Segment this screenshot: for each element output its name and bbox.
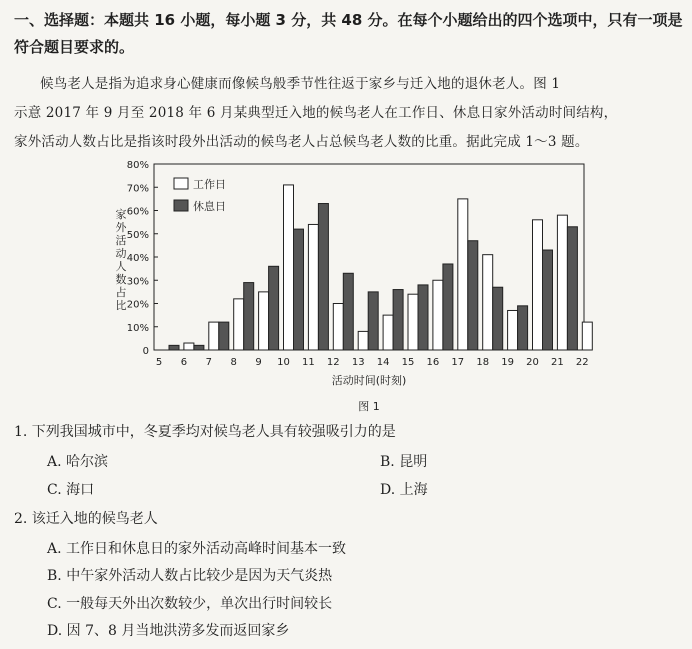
question-1-option-b: B. 昆明 (380, 454, 428, 470)
bar-workday (383, 315, 393, 350)
x-tick-label: 13 (351, 357, 365, 368)
bar-restday (493, 287, 503, 350)
bar-workday (557, 215, 567, 350)
x-axis-label: 活动时间(时刻) (331, 374, 407, 387)
bar-restday (343, 273, 353, 350)
y-tick-label: 70% (126, 183, 149, 195)
question-2-option-d: D. 因 7、8 月当地洪涝多发而返回家乡 (47, 623, 290, 639)
legend-label: 休息日 (193, 200, 226, 213)
y-axis-label-char: 动 (115, 247, 127, 260)
bar-restday (518, 306, 528, 350)
y-axis-label-char: 占 (115, 286, 127, 299)
bar-restday (219, 322, 229, 350)
question-1-option-c: C. 海口 (47, 482, 95, 498)
x-tick-label: 11 (302, 357, 315, 368)
question-1-option-d: D. 上海 (380, 482, 428, 498)
x-tick-label: 9 (255, 357, 262, 368)
question-2-option-b: B. 中午家外活动人数占比较少是因为天气炎热 (47, 568, 333, 584)
bar-restday (393, 290, 403, 350)
bar-restday (543, 250, 553, 350)
x-tick-label: 22 (575, 357, 589, 368)
x-tick-label: 19 (501, 357, 514, 368)
legend-swatch (174, 200, 188, 211)
x-tick-label: 15 (401, 357, 415, 368)
bar-workday (582, 322, 592, 350)
y-axis-label-char: 活 (115, 234, 127, 247)
bar-workday (533, 220, 543, 350)
y-tick-label: 60% (126, 206, 149, 218)
y-tick-label: 40% (126, 253, 149, 264)
y-axis-label-char: 数 (115, 273, 127, 286)
y-tick-label: 0 (142, 346, 149, 357)
legend-label: 工作日 (193, 178, 226, 191)
passage-line-3: 家外活动人数占比是指该时段外出活动的候鸟老人占总候鸟老人数的比重。据此完成 1～3 题。 (14, 134, 589, 150)
y-tick-label: 20% (126, 299, 149, 311)
bar-workday (433, 280, 443, 350)
y-tick-label: 10% (126, 322, 149, 334)
x-tick-label: 18 (476, 357, 490, 368)
passage-line-1: 候鸟老人是指为追求身心健康而像候鸟般季节性往返于家乡与迁入地的退休老人。图 1 (40, 76, 561, 92)
x-tick-label: 5 (155, 357, 163, 368)
bar-workday (483, 255, 493, 350)
section-header-cont: 符合题目要求的。 (14, 38, 135, 56)
bar-workday (333, 304, 343, 351)
bar-restday (468, 241, 478, 350)
y-tick-label: 50% (126, 229, 149, 241)
legend-swatch (174, 178, 188, 189)
bar-restday (294, 229, 304, 350)
bar-workday (284, 185, 294, 350)
bar-workday (358, 331, 368, 350)
x-tick-label: 21 (551, 357, 564, 368)
y-axis-label-char: 外 (115, 221, 127, 234)
question-2-stem: 2. 该迁入地的候鸟老人 (14, 511, 158, 527)
section-header: 一、选择题：本题共 16 小题，每小题 3 分，共 48 分。在每个小题给出的四个选项中，只有一项是 (14, 11, 683, 29)
x-tick-label: 16 (426, 357, 440, 368)
bar-workday (184, 343, 194, 350)
figure-caption: 图 1 (358, 400, 380, 413)
x-tick-label: 14 (376, 357, 390, 368)
bar-restday (443, 264, 453, 350)
x-tick-label: 12 (326, 357, 340, 368)
y-axis-label-char: 人 (115, 260, 127, 273)
bar-workday (259, 292, 269, 350)
x-tick-label: 8 (230, 357, 237, 368)
bar-restday (368, 292, 378, 350)
y-tick-label: 80% (126, 160, 149, 171)
bar-restday (418, 285, 428, 350)
passage-line-2: 示意 2017 年 9 月至 2018 年 6 月某典型迁入地的候鸟老人在工作日、休息日家外活动时间结构， (14, 105, 618, 121)
x-tick-label: 10 (277, 357, 290, 368)
x-tick-label: 6 (180, 357, 188, 368)
bar-restday (169, 345, 179, 350)
question-1-option-a: A. 哈尔滨 (47, 454, 109, 470)
question-1-stem: 1. 下列我国城市中，冬夏季均对候鸟老人具有较强吸引力的是 (14, 424, 396, 440)
bar-restday (269, 266, 279, 350)
bar-workday (234, 299, 244, 350)
bar-restday (318, 204, 328, 350)
question-2-option-a: A. 工作日和休息日的家外活动高峰时间基本一致 (47, 541, 347, 557)
bar-workday (209, 322, 219, 350)
bar-workday (408, 294, 418, 350)
bar-workday (458, 199, 468, 350)
x-tick-label: 7 (205, 357, 212, 368)
x-tick-label: 17 (451, 357, 465, 368)
y-axis-label-char: 比 (115, 299, 127, 312)
x-tick-label: 20 (526, 357, 539, 368)
y-tick-label: 30% (126, 276, 149, 288)
bar-workday (308, 224, 318, 350)
bar-restday (567, 227, 577, 350)
y-axis-label-char: 家 (115, 208, 127, 221)
bar-restday (194, 345, 204, 350)
bar-restday (244, 283, 254, 350)
bar-workday (508, 310, 518, 350)
question-2-option-c: C. 一般每天外出次数较少，单次出行时间较长 (47, 596, 333, 612)
